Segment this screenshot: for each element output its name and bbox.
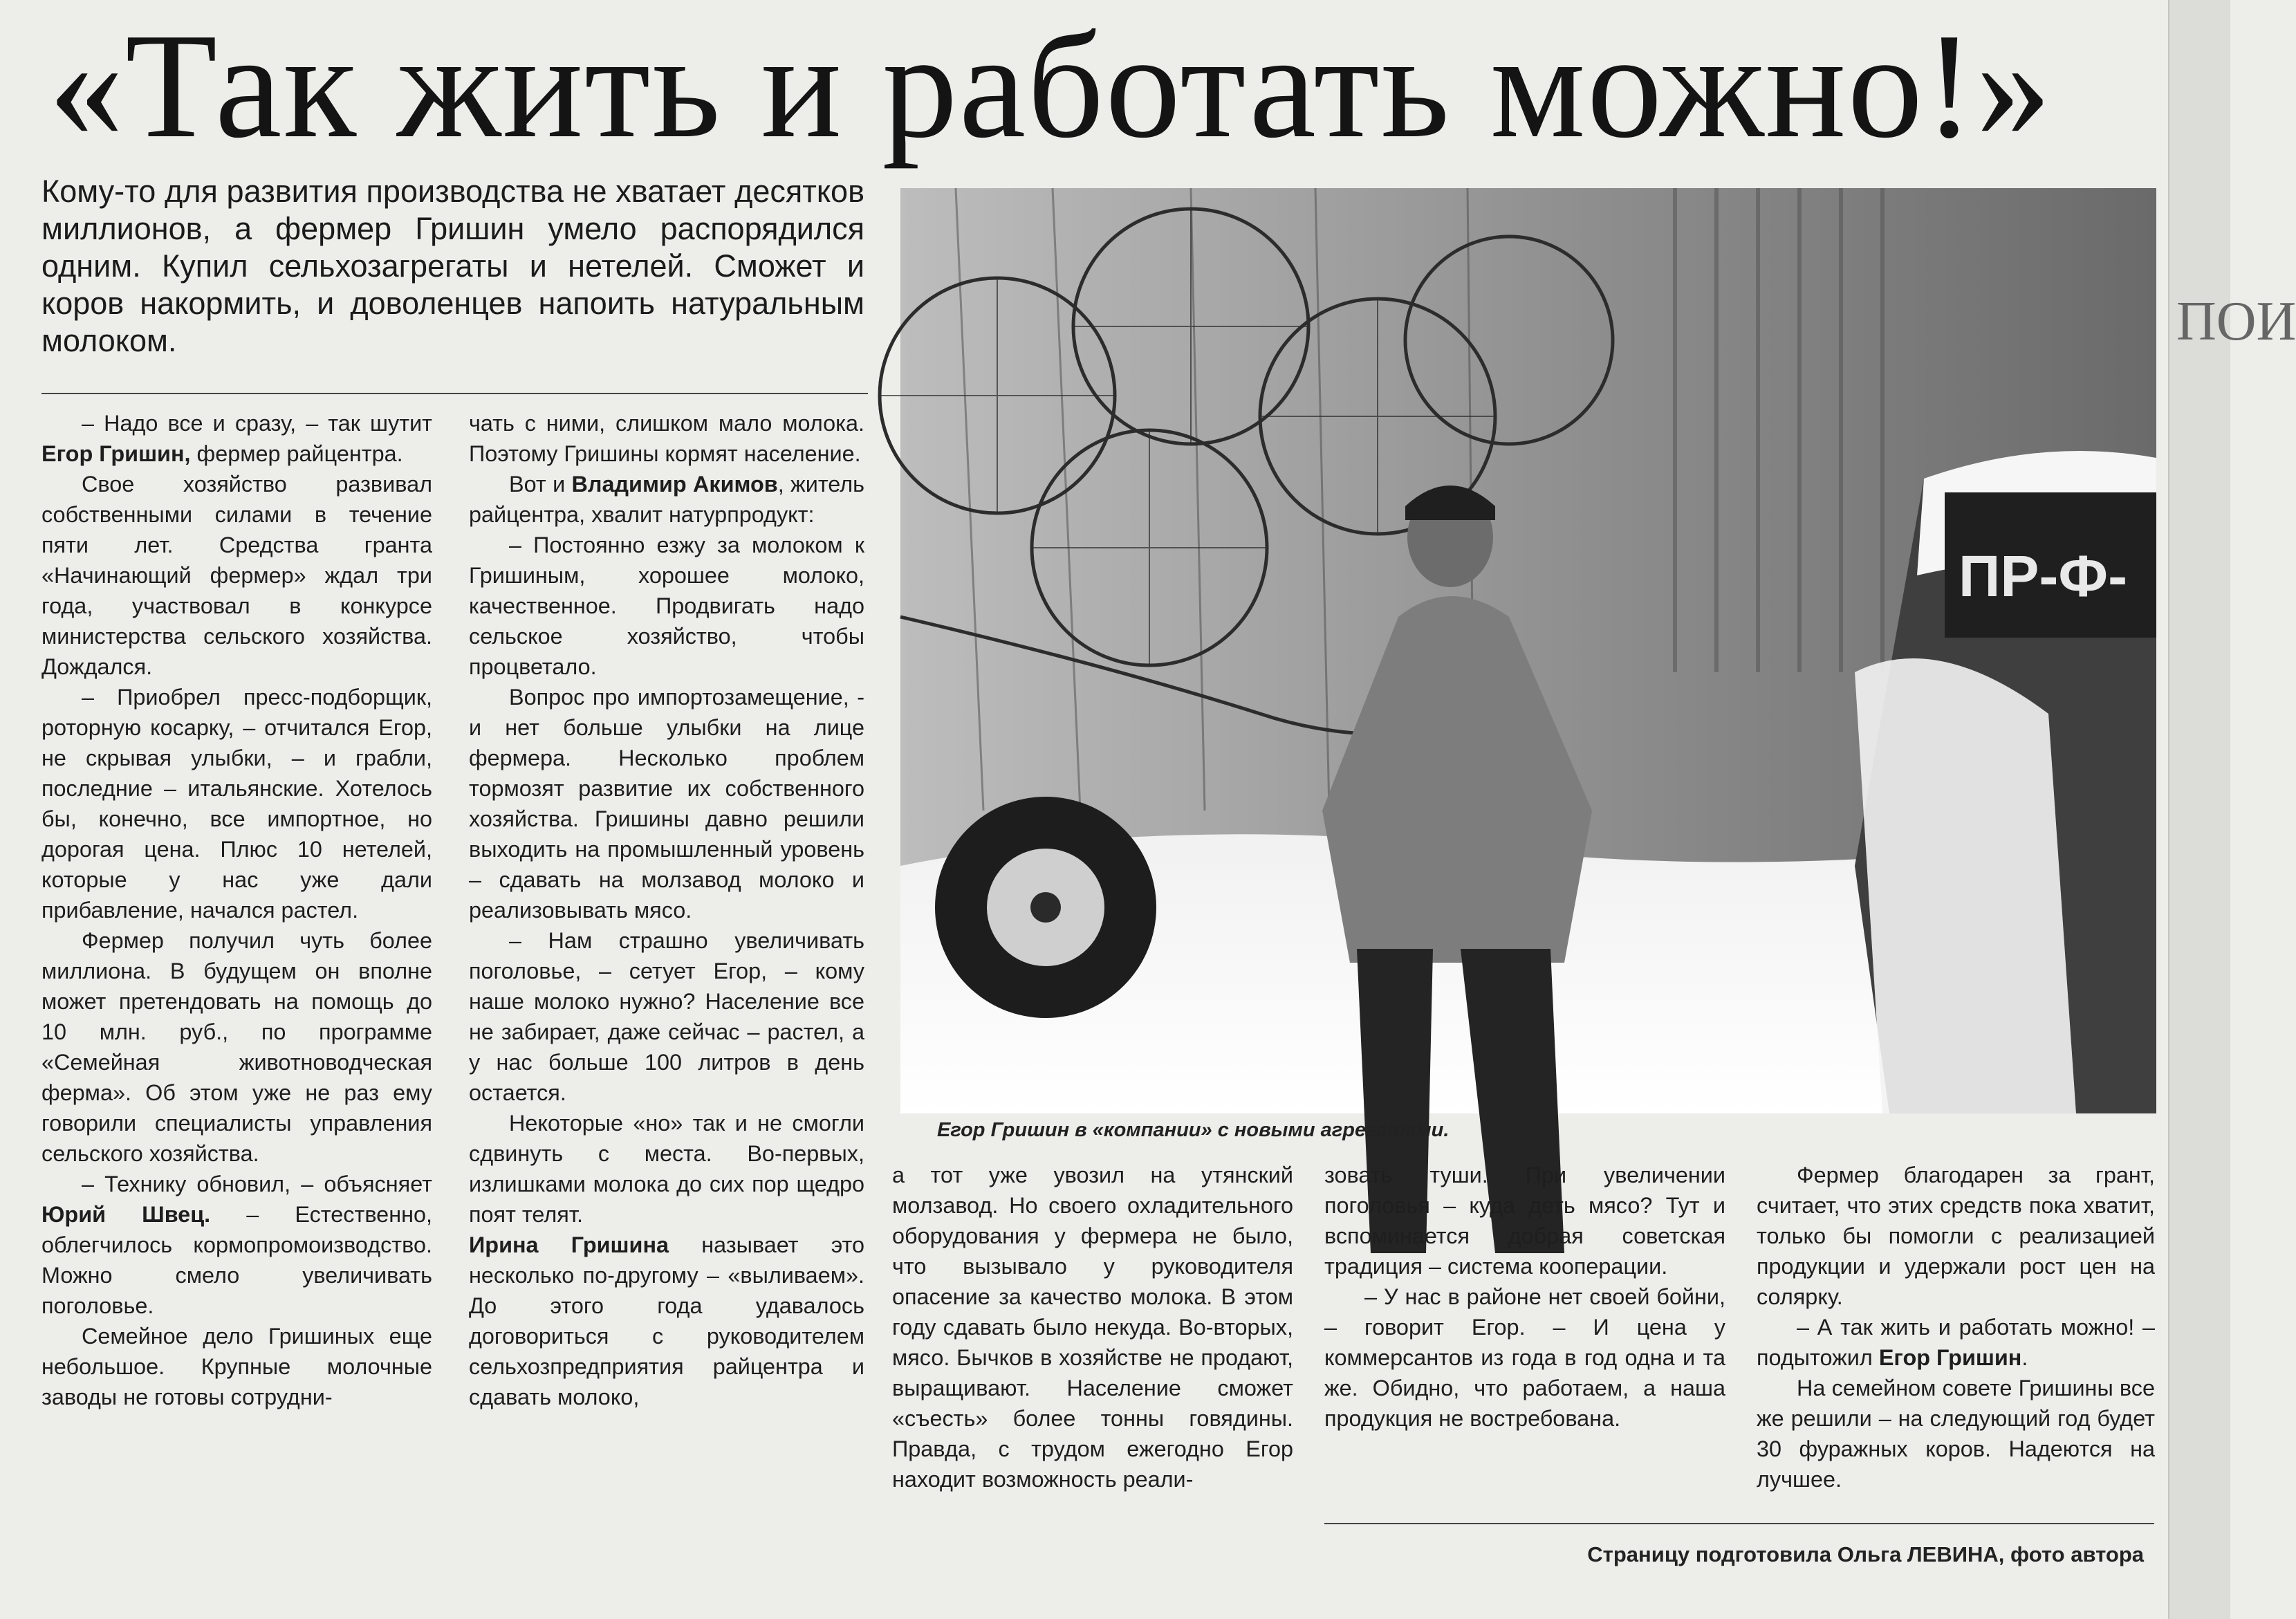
text-column-4 — [1324, 1160, 1725, 1434]
paragraph: – У нас в районе нет своей бойни, – говорит Егор. – И цена у коммерсантов из года в год одна и та же. Обидно, что работаем, а наша продукция не востребована. — [1324, 1284, 1725, 1431]
text-column-1 — [41, 408, 432, 1412]
paragraph: Вот и Владимир Акимов, житель райцентра, хвалит натурпродукт: — [469, 472, 864, 527]
edge-fragment: ПОИ — [2176, 291, 2296, 352]
article-byline: Страницу подготовила Ольга ЛЕВИНА, фото автора — [1587, 1542, 2144, 1566]
text-column-5 — [1757, 1160, 2155, 1495]
photo-caption: Егор Гришин в «компании» с новыми агрегатами. — [937, 1119, 1450, 1141]
paragraph: зовать туши. При увеличении поголовья – куда деть мясо? Тут и вспоминается добрая советская традиция – система кооперации. — [1324, 1163, 1725, 1279]
article-photo — [900, 188, 2156, 1113]
machine-sign-text: ПР-Ф- — [1959, 544, 2128, 609]
lead-divider — [41, 393, 868, 394]
paragraph: – А так жить и работать можно! – подытожил Егор Гришин. — [1757, 1315, 2155, 1370]
paragraph: а тот уже увозил на утянский молзавод. Но своего охладительного оборудования у фермера не было, что вызывало у руководителя опасение за качество молока. В этом году сдавать было некуда. Во-вторых, мясо. Бычков в хозяйстве не продают, выращивают. Население сможет «съесть» более тонны говядины. Правда, с трудом ежегодно Егор находит возможность реали- — [892, 1163, 1293, 1492]
paragraph: – Нам страшно увеличивать поголовье, – сетует Егор, – кому наше молоко нужно? Население все не забирает, даже сейчас – растел, а у нас больше 100 литров в день остается. — [469, 928, 864, 1105]
paragraph: – Технику обновил, – объясняет Юрий Швец. – Естественно, облегчилось кормопромоизводство. Можно смело увеличивать поголовье. — [41, 1172, 432, 1318]
adjacent-page-edge — [2168, 0, 2296, 1619]
paragraph: Некоторые «но» так и не смогли сдвинуть с места. Во-первых, излишками молока до сих пор щедро поят телят. — [469, 1111, 864, 1227]
text-column-3 — [892, 1160, 1293, 1495]
paragraph: Ирина Гришина называет это несколько по-другому – «выливаем». До этого года удавалось договориться с руководителем сельхозпредприятия райцентра и сдавать молоко, — [469, 1232, 864, 1409]
paragraph: чать с ними, слишком мало молока. Поэтому Гришины кормят население. — [469, 411, 864, 466]
paragraph: – Надо все и сразу, – так шутит Егор Гришин, фермер райцентра. — [41, 411, 432, 466]
paragraph: Вопрос про импортозамещение, - и нет больше улыбки на лице фермера. Несколько проблем тормозят развитие их собственного хозяйства. Гришины давно решили выходить на промышленный уровень – сдавать на молзавод молоко и реализовывать мясо. — [469, 685, 864, 923]
farmer-photo-illustration — [900, 188, 2156, 1113]
paragraph: Свое хозяйство развивал собственными силами в течение пяти лет. Средства гранта «Начинающий фермер» ждал три года, участвовал в конкурсе министерства сельского хозяйства. Дождался. — [41, 472, 432, 679]
paragraph: Семейное дело Гришиных еще небольшое. Крупные молочные заводы не готовы сотрудни- — [41, 1324, 432, 1409]
paragraph: – Постоянно езжу за молоком к Гришиным, хорошее молоко, качественное. Продвигать надо сельское хозяйство, чтобы процветало. — [469, 533, 864, 679]
paragraph: – Приобрел пресс-подборщик, роторную косарку, – отчитался Егор, не скрывая улыбки, – и грабли, последние – итальянские. Хотелось бы, конечно, все импортное, но дорогая цена. Плюс 10 нетелей, которые у нас уже дали прибавление, начался растел. — [41, 685, 432, 923]
article-lead: Кому-то для развития производства не хватает десятков миллионов, а фермер Гришин умело распорядился одним. Купил сельхозагрегаты и нетелей. Сможет и коров накормить, и доволенцев напоить натуральным молоком. — [41, 174, 864, 358]
byline-divider — [1324, 1523, 2154, 1524]
paragraph: Фермер получил чуть более миллиона. В будущем он вполне может претендовать на помощь до 10 млн. руб., по программе «Семейная животноводческая ферма». Об этом уже не раз ему говорили специалисты управления сельского хозяйства. — [41, 928, 432, 1166]
paragraph: Фермер благодарен за грант, считает, что этих средств пока хватит, только бы помогли с реализацией продукции и удержали рост цен на солярку. — [1757, 1163, 2155, 1309]
paragraph: На семейном совете Гришины все же решили – на следующий год будет 30 фуражных коров. Надеются на лучшее. — [1757, 1376, 2155, 1492]
article-headline: «Так жить и работать можно!» — [48, 3, 2053, 169]
text-column-2 — [469, 408, 864, 1412]
